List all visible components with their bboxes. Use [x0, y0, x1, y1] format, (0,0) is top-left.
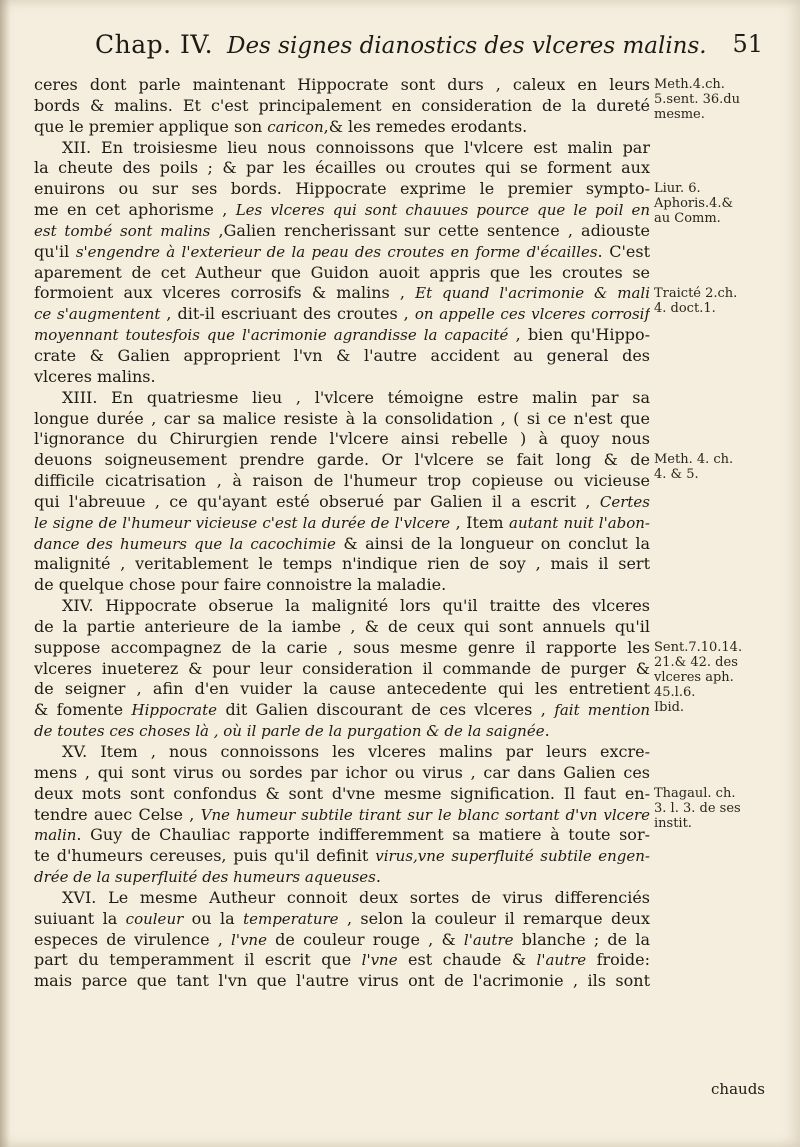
margin-note-line: vlceres aph. [654, 669, 734, 685]
text-line: aparement de cet Autheur que Guidon auoit appris que les croutes se [34, 262, 650, 282]
text-line: deuons soigneusement prendre garde. Or l'vlcere se fait long & de [34, 450, 650, 470]
margin-note [654, 786, 796, 831]
margin-note [654, 181, 796, 226]
margin-note-line: 4. & 5. [654, 467, 699, 483]
margin-note-line: Traicté 2.ch. [654, 285, 738, 301]
margin-note-line: Liur. 6. [654, 181, 701, 197]
text-line: de quelque chose pour faire connoistre la maladie. [34, 575, 447, 595]
page-number: 51 [732, 30, 763, 58]
text-line: vlceres inueterez & pour leur consideration il commande de purger & [34, 658, 650, 678]
text-line: crate & Galien approprient l'vn & l'autre accident au general des [34, 345, 650, 365]
text-line: tendre auec Celse , Vne humeur subtile tirant sur le blanc sortant d'vn vlcere [34, 804, 650, 824]
text-line: difficile cicatrisation , à raison de l'humeur trop copieuse ou vicieuse [34, 471, 650, 491]
text-line: ce s'augmentent , dit-il escriuant des croutes , on appelle ces vlceres corrosif [34, 304, 650, 324]
text-line: suiuant la couleur ou la temperature , selon la couleur il remarque deux [34, 908, 650, 928]
running-header [95, 30, 795, 70]
text-line: formoient aux vlceres corrosifs & malins , Et quand l'acrimonie & mali [34, 283, 650, 303]
text-line: l'ignorance du Chirurgien rende l'vlcere ainsi rebelle ) à quoy nous [34, 429, 650, 449]
text-line: part du temperamment il escrit que l'vne est chaude & l'autre froide: [34, 950, 650, 970]
text-line: malignité , veritablement le temps n'indique rien de soy , mais il sert [34, 554, 650, 574]
catchword: chauds [711, 1080, 765, 1098]
text-line: XII. En troisiesme lieu nous connoissons que l'vlcere est malin par [62, 137, 650, 157]
text-line: mens , qui sont virus ou sordes par ichor ou virus , car dans Galien ces [34, 762, 650, 782]
text-line: enuirons ou sur ses bords. Hippocrate exprime le premier sympto- [34, 179, 650, 199]
margin-note-line: Ibid. [654, 699, 685, 715]
text-line: deux mots sont confondus & sont d'vne mesme signification. Il faut en- [34, 783, 650, 803]
text-line: dance des humeurs que la cacochimie & ainsi de la longueur on conclut la [34, 533, 650, 553]
text-line: malin. Guy de Chauliac rapporte indifferemment sa matiere à toute sor- [34, 825, 650, 845]
chapter-title: Des signes dianostics des vlceres malins. [227, 33, 707, 59]
margin-note-line: Meth.4.ch. [654, 77, 725, 92]
margin-note-line: Sent.7.10.14. [654, 639, 743, 655]
chapter-label: Chap. IV. [95, 30, 214, 59]
text-line: bords & malins. Et c'est principalement en consideration de la dureté [34, 95, 650, 115]
text-line: vlceres malins. [34, 366, 156, 386]
text-line: que le premier applique son caricon,& les remedes erodants. [34, 116, 528, 136]
text-line: moyennant toutesfois que l'acrimonie agrandisse la capacité , bien qu'Hippo- [34, 325, 650, 345]
margin-note-line: instit. [654, 815, 692, 831]
text-line: longue durée , car sa malice resiste à la consolidation , ( si ce n'est que [34, 408, 650, 428]
margin-note [654, 452, 796, 482]
margin-note [654, 286, 796, 316]
margin-note-line: 3. l. 3. de ses [654, 800, 741, 816]
text-line: XIII. En quatriesme lieu , l'vlcere témoigne estre malin par sa [62, 387, 650, 407]
text-line: de seigner , afin d'en vuider la cause antecedente qui les entretient [34, 679, 650, 699]
text-line: XIV. Hippocrate obserue la malignité lors qu'il traitte des vlceres [62, 596, 650, 616]
margin-note [654, 640, 796, 715]
margin-note-line: 4. doct.1. [654, 300, 716, 316]
margin-note-line: 21.& 42. des [654, 654, 738, 670]
text-line: drée de la superfluité des humeurs aqueuses. [34, 867, 381, 887]
text-line: est tombé sont malins ,Galien rencherissant sur cette sentence , adiouste [34, 220, 650, 240]
text-line: qui l'abreuue , ce qu'ayant esté obserué par Galien il a escrit , Certes [34, 491, 650, 511]
text-line: de la partie anterieure de la iambe , & de ceux qui sont annuels qu'il [34, 616, 650, 636]
margin-note-line: au Comm. [654, 211, 721, 227]
margin-note-line: Thagaul. ch. [654, 785, 736, 801]
text-line: XVI. Le mesme Autheur connoit deux sortes de virus differenciés [62, 887, 650, 907]
text-line: especes de virulence , l'vne de couleur rouge , & l'autre blanche ; de la [34, 929, 650, 949]
text-line: qu'il s'engendre à l'exterieur de la peau des croutes en forme d'écailles. C'est [34, 241, 650, 261]
text-line: XV. Item , nous connoissons les vlceres malins par leurs excre- [62, 742, 650, 761]
text-line: ceres dont parle maintenant Hippocrate sont durs , caleux en leurs [34, 75, 650, 94]
text-line: de toutes ces choses là , où il parle de la purgation & de la saignée. [34, 721, 550, 741]
text-line: suppose accompagnez de la carie , sous mesme genre il rapporte les [34, 637, 650, 657]
text-line: le signe de l'humeur vicieuse c'est la durée de l'vlcere , Item autant nuit l'abon- [34, 512, 650, 532]
text-line: me en cet aphorisme , Les vlceres qui sont chauues pource que le poil en [34, 200, 650, 220]
text-line: & fomente Hippocrate dit Galien discourant de ces vlceres , fait mention [34, 700, 650, 720]
text-line: la cheute des poils ; & par les écailles ou croutes qui se forment aux [34, 158, 650, 178]
page-edge-shadow [0, 0, 10, 1147]
margin-note-line: 45.l.6. [654, 684, 696, 700]
margin-note [654, 77, 796, 122]
margin-note-line: mesme. [654, 107, 705, 122]
text-line: mais parce que tant l'vn que l'autre virus ont de l'acrimonie , ils sont [34, 971, 650, 991]
margin-note-line: Aphoris.4.& [654, 196, 734, 212]
margin-note-line: 5.sent. 36.du [654, 92, 740, 107]
main-text [34, 75, 650, 992]
margin-note-line: Meth. 4. ch. [654, 452, 734, 468]
text-line: te d'humeurs cereuses, puis qu'il definit virus,vne superfluité subtile engen- [34, 846, 650, 866]
